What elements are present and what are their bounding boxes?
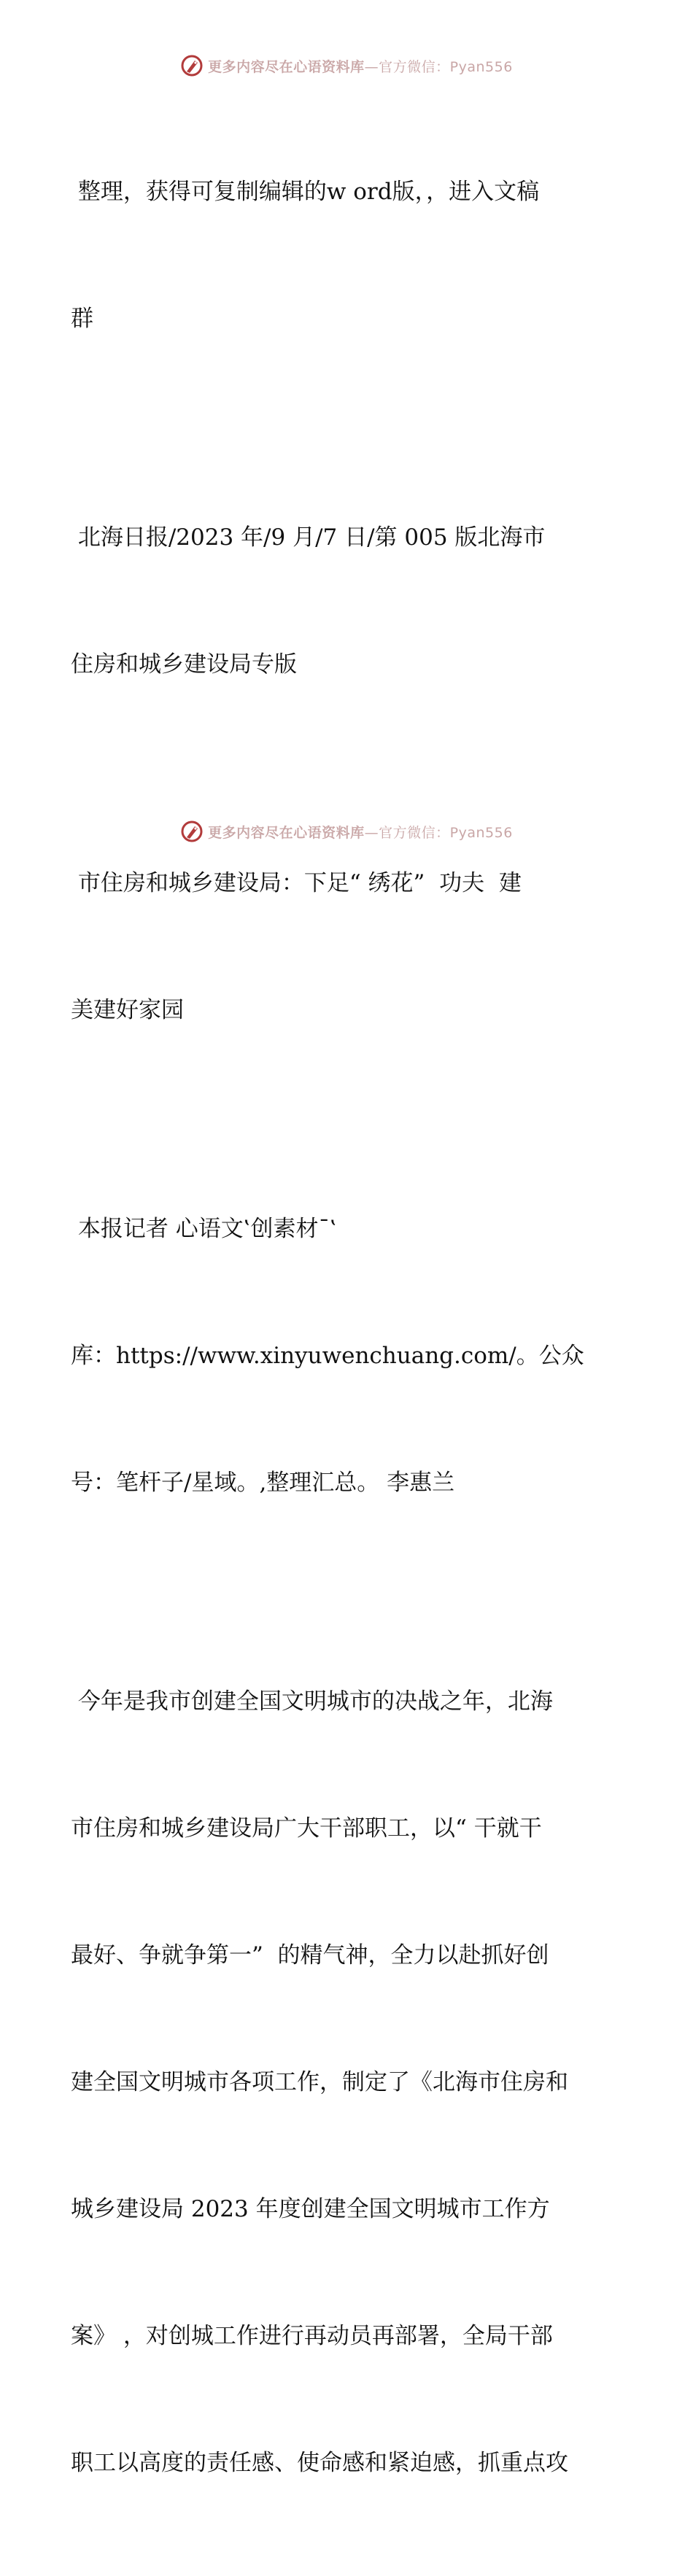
text-line: 职工以高度的责任感、使命感和紧迫感，抓重点攻: [71, 2450, 568, 2476]
text-line: 美建好家园: [71, 997, 184, 1023]
watermark-text: 更多内容尽在心语资料库—官方微信：Pyan556: [208, 824, 513, 841]
text-line: 市住房和城乡建设局广大干部职工，以“ 干就干: [71, 1815, 542, 1842]
document-body: [71, 86, 625, 2576]
header-watermark-banner: [0, 51, 693, 80]
text-line: 本报记者 心语文‛创素材¯‛: [71, 1216, 337, 1242]
text-line: 北海日报/2023 年/9 月/7 日/第 005 版北海市: [71, 524, 546, 551]
watermark-text: 更多内容尽在心语资料库—官方微信：Pyan556: [208, 58, 513, 75]
paragraph-intro: [71, 86, 625, 424]
text-line: 最好、争就争第一” 的精气神，全力以赴抓好创: [71, 1942, 549, 1968]
text-line: 整理，获得可复制编辑的w ord版，，进入文稿: [71, 179, 540, 205]
text-line: 住房和城乡建设局专版: [71, 651, 297, 678]
text-line: 市住房和城乡建设局：下足“ 绣花” 功夫 建: [71, 870, 522, 896]
text-line: 建全国文明城市各项工作，制定了《北海市住房和: [71, 2069, 568, 2095]
text-line: 号：笔杆子/星域。,整理汇总。 李惠兰: [71, 1470, 455, 1496]
text-line: 城乡建设局 2023 年度创建全国文明城市工作方: [71, 2196, 550, 2222]
text-line: 库：https://www.xinyuwenchuang.com/。公众: [71, 1343, 584, 1369]
paragraph-body: [71, 1596, 625, 2569]
paragraph-source: [71, 432, 625, 770]
text-line: 今年是我市创建全国文明城市的决战之年，北海: [71, 1688, 553, 1715]
paragraph-byline: [71, 1123, 625, 1588]
text-line: 群: [71, 306, 93, 332]
pen-nib-logo-icon: [180, 54, 204, 77]
text-line: 案》 ，对创城工作进行再动员再部署，全局干部: [71, 2323, 553, 2349]
pen-nib-logo-icon: [180, 820, 204, 843]
footer-watermark-banner: [0, 817, 693, 846]
